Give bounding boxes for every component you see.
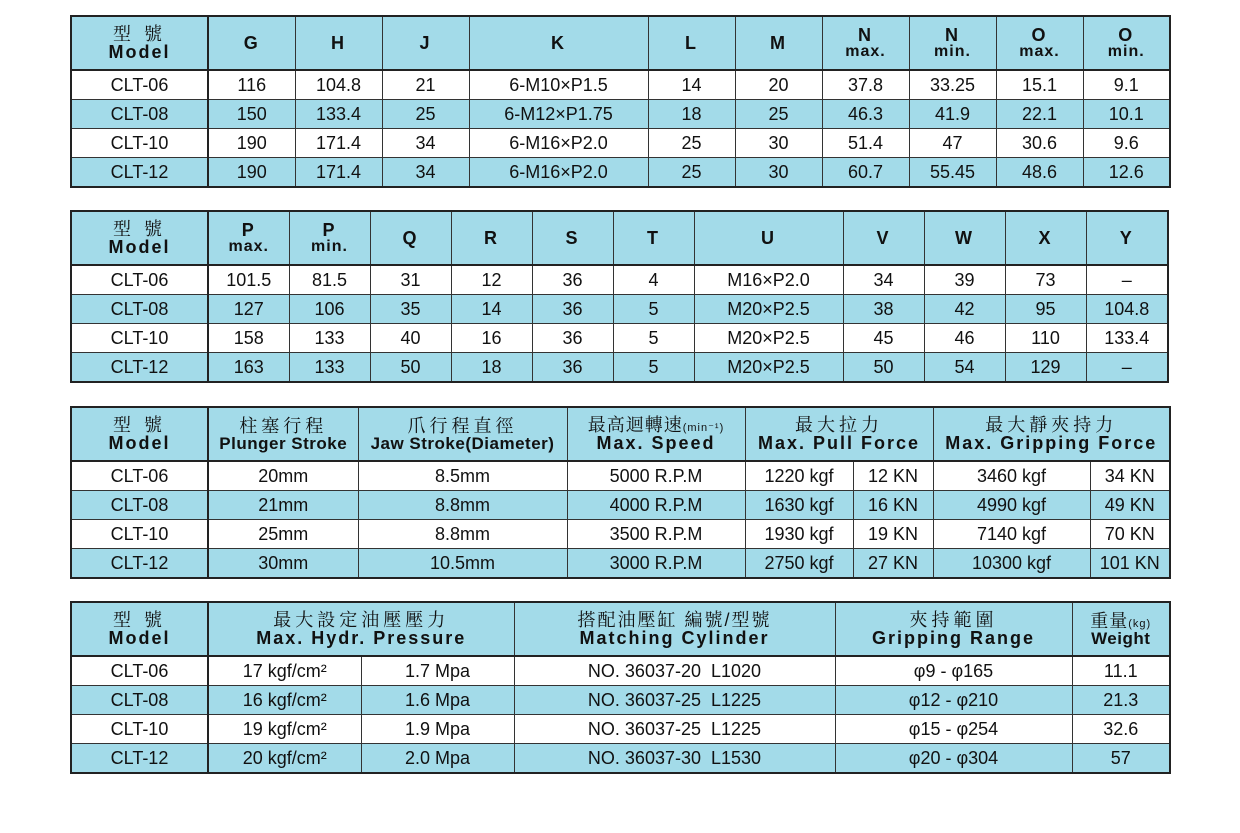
table-cell: 54: [924, 353, 1005, 383]
table-row: [71, 158, 1170, 188]
col-header-t: T: [613, 211, 694, 265]
col-header-h: H: [295, 16, 382, 70]
table-cell: 35: [370, 295, 451, 324]
table-cell: 30mm: [208, 549, 358, 579]
table-cell: 60.7: [822, 158, 909, 188]
table-cell: 8.8mm: [358, 520, 567, 549]
model-cell: CLT-12: [71, 158, 208, 188]
table-cell: 55.45: [909, 158, 996, 188]
model-cell: CLT-06: [71, 70, 208, 100]
table-cell: 42: [924, 295, 1005, 324]
table-header-row: [71, 407, 1170, 461]
table-row: [71, 520, 1170, 549]
table-cell: 1.6 Mpa: [361, 686, 514, 715]
table-cell: 49 KN: [1090, 491, 1170, 520]
table-cell: 150: [208, 100, 295, 129]
table-row: [71, 461, 1170, 491]
table-cell: 30: [735, 158, 822, 188]
table-cell: M20×P2.5: [694, 324, 843, 353]
table-cell: 22.1: [996, 100, 1083, 129]
table-row: [71, 70, 1170, 100]
table-cell: 190: [208, 158, 295, 188]
table-cell: 15.1: [996, 70, 1083, 100]
col-header-r: R: [451, 211, 532, 265]
table-cell: 1220 kgf: [745, 461, 853, 491]
spec-table-dimensions-2: [70, 210, 1169, 383]
table-cell: 21.3: [1072, 686, 1170, 715]
col-header-l: L: [648, 16, 735, 70]
table-cell: 171.4: [295, 158, 382, 188]
table-cell: 5: [613, 324, 694, 353]
table-cell: 25mm: [208, 520, 358, 549]
table-cell: 12.6: [1083, 158, 1170, 188]
model-cell: CLT-08: [71, 100, 208, 129]
table-cell: 16 KN: [853, 491, 933, 520]
col-header-p-min: P min.: [289, 211, 370, 265]
table-cell: 70 KN: [1090, 520, 1170, 549]
table-cell: 101 KN: [1090, 549, 1170, 579]
model-header-zh: 型 號: [112, 610, 166, 630]
col-header-y: Y: [1086, 211, 1168, 265]
model-cell: CLT-08: [71, 295, 208, 324]
table-cell: M20×P2.5: [694, 353, 843, 383]
col-header-matching-cylinder: 搭配油壓缸 編號/型號 Matching Cylinder: [514, 602, 835, 656]
table-cell: 163: [208, 353, 289, 383]
table-cell: 1.7 Mpa: [361, 656, 514, 686]
model-cell: CLT-12: [71, 549, 208, 579]
table-header-row: [71, 16, 1170, 70]
table-cell: 3500 R.P.M: [567, 520, 745, 549]
model-header-en: Model: [108, 433, 171, 453]
table-cell: 33.25: [909, 70, 996, 100]
table-cell: 133.4: [295, 100, 382, 129]
model-cell: CLT-06: [71, 461, 208, 491]
table-cell: 25: [735, 100, 822, 129]
table-cell: 16 kgf/cm²: [208, 686, 361, 715]
model-cell: CLT-08: [71, 491, 208, 520]
table-cell: 47: [909, 129, 996, 158]
table-cell: 1630 kgf: [745, 491, 853, 520]
model-header-en: Model: [108, 628, 171, 648]
table-cell: 14: [451, 295, 532, 324]
table-cell: 14: [648, 70, 735, 100]
table-cell: 32.6: [1072, 715, 1170, 744]
table-cell: NO. 36037-25 L1225: [514, 686, 835, 715]
table-cell: 4: [613, 265, 694, 295]
table-cell: φ12 - φ210: [835, 686, 1072, 715]
table-cell: 17 kgf/cm²: [208, 656, 361, 686]
table-cell: 41.9: [909, 100, 996, 129]
table-cell: 10.5mm: [358, 549, 567, 579]
table-row: [71, 715, 1170, 744]
col-header-j: J: [382, 16, 469, 70]
model-header-zh: 型 號: [112, 219, 166, 239]
model-header-en: Model: [108, 42, 171, 62]
table-cell: 21mm: [208, 491, 358, 520]
table-cell: 5: [613, 295, 694, 324]
table-cell: 8.8mm: [358, 491, 567, 520]
table-cell: 6-M10×P1.5: [469, 70, 648, 100]
model-cell: CLT-10: [71, 715, 208, 744]
col-header-max-pull-force: 最大拉力 Max. Pull Force: [745, 407, 933, 461]
table-cell: 34: [843, 265, 924, 295]
col-header-weight: 重量(kg) Weight: [1072, 602, 1170, 656]
model-header-en: Model: [108, 237, 171, 257]
table-cell: M20×P2.5: [694, 295, 843, 324]
spec-table-performance: [70, 406, 1171, 579]
model-cell: CLT-10: [71, 129, 208, 158]
table-cell: 10.1: [1083, 100, 1170, 129]
model-header-zh: 型 號: [112, 415, 166, 435]
table-cell: 39: [924, 265, 1005, 295]
col-header-max-speed: 最高迴轉速(min⁻¹) Max. Speed: [567, 407, 745, 461]
col-header-max-hydr-pressure: 最大設定油壓壓力 Max. Hydr. Pressure: [208, 602, 514, 656]
col-header-x: X: [1005, 211, 1086, 265]
table-cell: 4000 R.P.M: [567, 491, 745, 520]
table-cell: 133: [289, 353, 370, 383]
table-cell: 106: [289, 295, 370, 324]
table-cell: 129: [1005, 353, 1086, 383]
table-cell: 127: [208, 295, 289, 324]
table-cell: 73: [1005, 265, 1086, 295]
col-header-w: W: [924, 211, 1005, 265]
table-cell: 1.9 Mpa: [361, 715, 514, 744]
table-cell: 34: [382, 158, 469, 188]
table-cell: –: [1086, 353, 1168, 383]
model-cell: CLT-08: [71, 686, 208, 715]
table-cell: 104.8: [295, 70, 382, 100]
table-cell: 27 KN: [853, 549, 933, 579]
table-cell: 158: [208, 324, 289, 353]
table-cell: 4990 kgf: [933, 491, 1090, 520]
table-row: [71, 265, 1168, 295]
table-cell: 116: [208, 70, 295, 100]
col-header-o-min: O min.: [1083, 16, 1170, 70]
table-cell: 19 kgf/cm²: [208, 715, 361, 744]
col-header-p-max: P max.: [208, 211, 289, 265]
model-header: [71, 211, 208, 265]
table-cell: 31: [370, 265, 451, 295]
table-cell: 36: [532, 265, 613, 295]
table-cell: M16×P2.0: [694, 265, 843, 295]
model-header-zh: 型 號: [112, 24, 166, 44]
table-cell: 3000 R.P.M: [567, 549, 745, 579]
table-cell: 36: [532, 353, 613, 383]
table-cell: 171.4: [295, 129, 382, 158]
table-cell: 19 KN: [853, 520, 933, 549]
model-cell: CLT-12: [71, 353, 208, 383]
table-row: [71, 686, 1170, 715]
table-cell: 50: [370, 353, 451, 383]
table-cell: 6-M16×P2.0: [469, 158, 648, 188]
table-cell: 20mm: [208, 461, 358, 491]
table-cell: NO. 36037-30 L1530: [514, 744, 835, 774]
table-cell: 190: [208, 129, 295, 158]
table-cell: 104.8: [1086, 295, 1168, 324]
table-cell: 30: [735, 129, 822, 158]
table-cell: φ15 - φ254: [835, 715, 1072, 744]
table-cell: 6-M12×P1.75: [469, 100, 648, 129]
table-cell: 30.6: [996, 129, 1083, 158]
table-cell: 1930 kgf: [745, 520, 853, 549]
model-cell: CLT-06: [71, 265, 208, 295]
col-header-gripping-range: 夾持範圍 Gripping Range: [835, 602, 1072, 656]
table-cell: 38: [843, 295, 924, 324]
table-row: [71, 656, 1170, 686]
table-cell: 16: [451, 324, 532, 353]
table-cell: 21: [382, 70, 469, 100]
model-cell: CLT-10: [71, 324, 208, 353]
table-cell: 2.0 Mpa: [361, 744, 514, 774]
model-cell: CLT-06: [71, 656, 208, 686]
table-cell: 2750 kgf: [745, 549, 853, 579]
table-row: [71, 295, 1168, 324]
col-header-m: M: [735, 16, 822, 70]
table-cell: 11.1: [1072, 656, 1170, 686]
table-cell: φ9 - φ165: [835, 656, 1072, 686]
col-header-s: S: [532, 211, 613, 265]
table-row: [71, 491, 1170, 520]
table-cell: 25: [648, 158, 735, 188]
table-cell: 5000 R.P.M: [567, 461, 745, 491]
table-cell: 5: [613, 353, 694, 383]
table-cell: 37.8: [822, 70, 909, 100]
table-cell: 12 KN: [853, 461, 933, 491]
model-cell: CLT-12: [71, 744, 208, 774]
table-cell: NO. 36037-25 L1225: [514, 715, 835, 744]
table-row: [71, 100, 1170, 129]
model-cell: CLT-10: [71, 520, 208, 549]
table-cell: 101.5: [208, 265, 289, 295]
model-header: [71, 602, 208, 656]
table-cell: 34: [382, 129, 469, 158]
col-header-max-gripping-force: 最大靜夾持力 Max. Gripping Force: [933, 407, 1170, 461]
table-cell: 18: [451, 353, 532, 383]
table-cell: 95: [1005, 295, 1086, 324]
table-cell: 25: [648, 129, 735, 158]
col-header-o-max: O max.: [996, 16, 1083, 70]
col-header-n-max: N max.: [822, 16, 909, 70]
table-cell: 3460 kgf: [933, 461, 1090, 491]
table-row: [71, 549, 1170, 579]
table-cell: 10300 kgf: [933, 549, 1090, 579]
table-cell: 50: [843, 353, 924, 383]
table-cell: 25: [382, 100, 469, 129]
table-cell: 45: [843, 324, 924, 353]
table-cell: 12: [451, 265, 532, 295]
table-row: [71, 353, 1168, 383]
model-header: [71, 407, 208, 461]
spec-table-dimensions-1: [70, 15, 1171, 188]
table-cell: 18: [648, 100, 735, 129]
table-cell: 36: [532, 295, 613, 324]
table-cell: NO. 36037-20 L1020: [514, 656, 835, 686]
table-cell: 51.4: [822, 129, 909, 158]
table-cell: φ20 - φ304: [835, 744, 1072, 774]
table-cell: 40: [370, 324, 451, 353]
table-cell: 81.5: [289, 265, 370, 295]
table-cell: 20 kgf/cm²: [208, 744, 361, 774]
table-cell: 110: [1005, 324, 1086, 353]
col-header-plunger-stroke: 柱塞行程 Plunger Stroke: [208, 407, 358, 461]
col-header-k: K: [469, 16, 648, 70]
table-cell: 6-M16×P2.0: [469, 129, 648, 158]
table-cell: 36: [532, 324, 613, 353]
col-header-q: Q: [370, 211, 451, 265]
table-row: [71, 324, 1168, 353]
table-cell: 20: [735, 70, 822, 100]
col-header-g: G: [208, 16, 295, 70]
table-row: [71, 744, 1170, 774]
col-header-v: V: [843, 211, 924, 265]
table-cell: 9.6: [1083, 129, 1170, 158]
col-header-u: U: [694, 211, 843, 265]
table-cell: 9.1: [1083, 70, 1170, 100]
table-cell: –: [1086, 265, 1168, 295]
table-cell: 133.4: [1086, 324, 1168, 353]
table-cell: 57: [1072, 744, 1170, 774]
table-row: [71, 129, 1170, 158]
table-header-row: [71, 211, 1168, 265]
table-cell: 48.6: [996, 158, 1083, 188]
table-header-row: [71, 602, 1170, 656]
table-cell: 7140 kgf: [933, 520, 1090, 549]
spec-table-hydraulic: [70, 601, 1171, 774]
table-cell: 34 KN: [1090, 461, 1170, 491]
table-cell: 46: [924, 324, 1005, 353]
table-cell: 133: [289, 324, 370, 353]
col-header-n-min: N min.: [909, 16, 996, 70]
model-header: [71, 16, 208, 70]
table-cell: 8.5mm: [358, 461, 567, 491]
col-header-jaw-stroke: 爪行程直徑 Jaw Stroke(Diameter): [358, 407, 567, 461]
table-cell: 46.3: [822, 100, 909, 129]
